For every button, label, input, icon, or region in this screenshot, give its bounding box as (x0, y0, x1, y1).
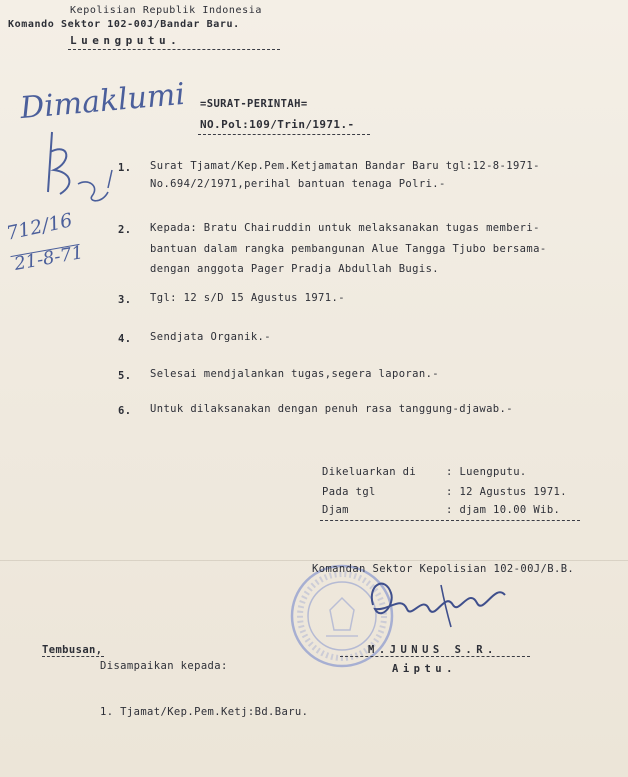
signatory-name-underline (340, 656, 530, 657)
handwritten-dimaklumi: Dimaklumi (18, 76, 187, 127)
issued-date-label: Pada tgl (322, 486, 376, 498)
issued-date-value: : 12 Agustus 1971. (446, 486, 567, 498)
header-institution: Kepolisian Republik Indonesia (70, 5, 262, 16)
signatory-rank: Aiptu. (392, 663, 457, 675)
header-underline (68, 49, 280, 50)
signatory-name: M.JUNUS S.R. (368, 644, 498, 656)
header-command: Komando Sektor 102-00J/Bandar Baru. (8, 19, 240, 30)
item-2-line-1: Kepada: Bratu Chairuddin untuk melaksanakan tugas memberi- (150, 222, 540, 234)
handwritten-code: 712/16 (4, 209, 75, 245)
issued-time-label: Djam (322, 504, 349, 516)
header-location: Luengputu. (70, 34, 182, 47)
title-underline (198, 134, 370, 135)
tembusan-item-1: 1. Tjamat/Kep.Pem.Ketj:Bd.Baru. (100, 706, 309, 718)
item-1-line-1: Surat Tjamat/Kep.Pem.Ketjamatan Bandar Baru tgl:12-8-1971- (150, 160, 540, 172)
issued-underline (320, 520, 580, 521)
tembusan-label: Tembusan, (42, 644, 103, 656)
letter-title: =SURAT-PERINTAH= (200, 98, 308, 110)
tembusan-underline (42, 656, 104, 657)
tembusan-subtitle: Disampaikan kepada: (100, 660, 228, 672)
item-4-number: 4. (118, 333, 132, 345)
item-6-line-1: Untuk dilaksanakan dengan penuh rasa tanggung-djawab.- (150, 403, 513, 415)
issued-time-value: : djam 10.00 Wib. (446, 504, 561, 516)
item-3-number: 3. (118, 294, 132, 306)
signatory-office: Komandan Sektor Kepolisian 102-00J/B.B. (312, 563, 575, 575)
item-2-line-2: bantuan dalam rangka pembangunan Alue Tangga Tjubo bersama- (150, 243, 547, 255)
handwritten-initials-icon (30, 122, 125, 217)
item-1-number: 1. (118, 162, 132, 174)
item-6-number: 6. (118, 405, 132, 417)
item-1-line-2: No.694/2/1971,perihal bantuan tenaga Polri.- (150, 178, 446, 190)
item-2-number: 2. (118, 224, 132, 236)
item-5-line-1: Selesai mendjalankan tugas,segera laporan.- (150, 368, 440, 380)
handwritten-date: 21-8-71 (12, 242, 85, 275)
item-2-line-3: dengan anggota Pager Pradja Abdullah Bugis. (150, 263, 440, 275)
handwritten-signature-icon (345, 565, 520, 640)
item-4-line-1: Sendjata Organik.- (150, 331, 271, 343)
item-3-line-1: Tgl: 12 s/D 15 Agustus 1971.- (150, 292, 345, 304)
letter-number: NO.Pol:109/Trin/1971.- (200, 118, 355, 131)
issued-place-label: Dikeluarkan di (322, 466, 417, 478)
item-5-number: 5. (118, 370, 132, 382)
issued-place-value: : Luengputu. (446, 466, 527, 478)
